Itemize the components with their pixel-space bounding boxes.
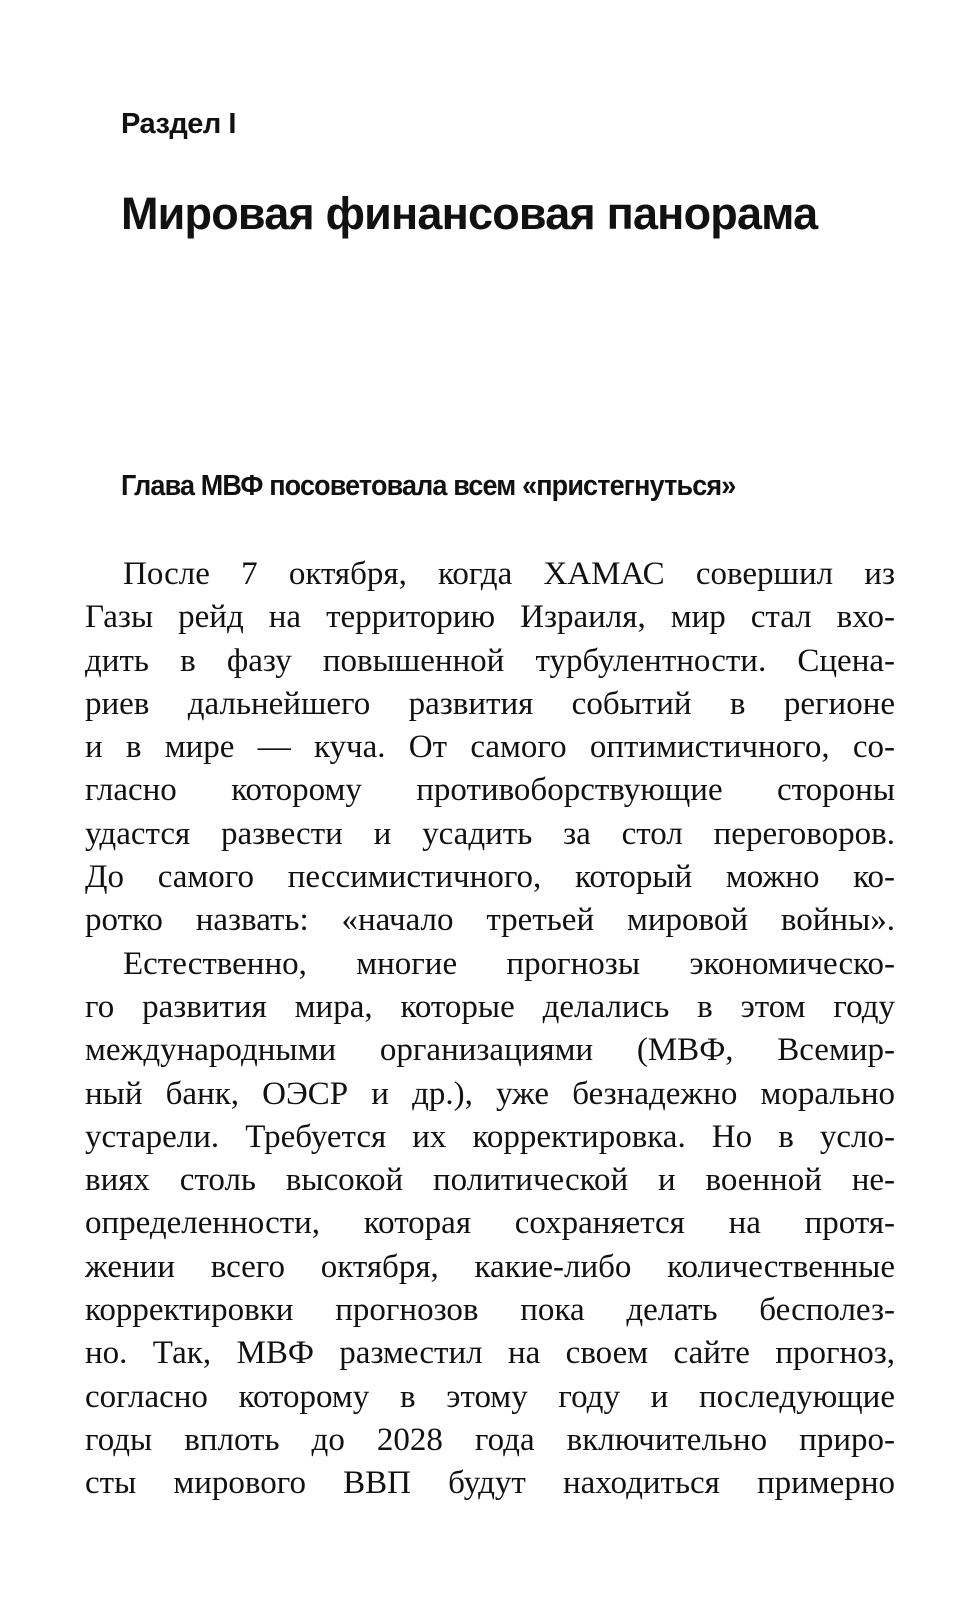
text-line: жении всего октября, какие-либо количественные xyxy=(85,1248,895,1285)
text-line: удастся развести и усадить за стол переговоров. xyxy=(85,815,895,852)
text-line: виях столь высокой политической и военной не- xyxy=(85,1162,895,1199)
text-line: гласно которому противоборствующие стороны xyxy=(85,772,895,809)
part-title: Мировая финансовая панорама xyxy=(121,188,818,239)
chapter-heading: Глава МВФ посоветовала всем «пристегнуться» xyxy=(121,470,736,502)
text-line: устарели. Требуется их корректировка. Но в усло- xyxy=(85,1118,895,1155)
text-line: дить в фазу повышенной турбулентности. Сцена- xyxy=(85,642,895,679)
text-line: После 7 октября, когда ХАМАС совершил из xyxy=(123,556,895,592)
text-line: ротко назвать: «начало третьей мировой войны». xyxy=(85,902,895,939)
text-line: годы вплоть до 2028 года включительно приро- xyxy=(85,1421,895,1458)
text-line: риев дальнейшего развития событий в регионе xyxy=(85,685,895,722)
text-line: и в мире — куча. От самого оптимистичного, со- xyxy=(85,729,895,766)
text-line: До самого пессимистичного, который можно ко- xyxy=(85,859,895,896)
text-line: международными организациями (МВФ, Всемир- xyxy=(85,1032,895,1069)
section-label: Раздел I xyxy=(121,108,236,140)
text-line: определенности, которая сохраняется на протя- xyxy=(85,1205,895,1242)
text-line: Естественно, многие прогнозы экономическо- xyxy=(123,945,895,982)
text-line: ный банк, ОЭСР и др.), уже безнадежно морально xyxy=(85,1075,895,1112)
body-text xyxy=(85,553,895,1506)
text-line: корректировки прогнозов пока делать бесполез- xyxy=(85,1292,895,1329)
text-line: Газы рейд на территорию Израиля, мир стал вхо- xyxy=(85,599,895,636)
text-line: но. Так, МВФ разместил на своем сайте прогноз, xyxy=(85,1335,895,1372)
text-line: согласно которому в этому году и последующие xyxy=(85,1378,895,1415)
text-line: го развития мира, которые делались в этом году xyxy=(85,988,895,1025)
text-line: сты мирового ВВП будут находиться примерно xyxy=(85,1465,895,1502)
